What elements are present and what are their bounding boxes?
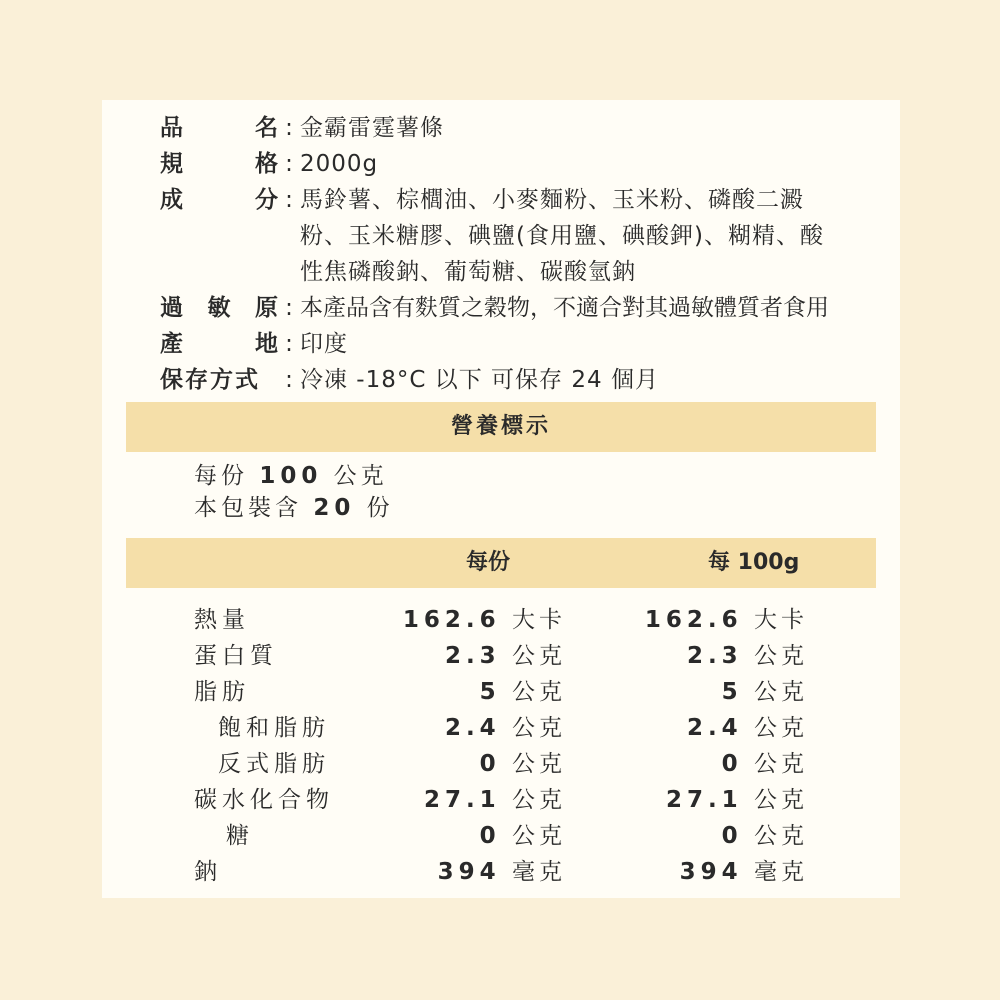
nutrient-unit: 公克 [512,715,566,741]
servings-per-package [194,492,394,525]
nutrition-row [102,602,900,638]
allergen-label: 過 敏 原 [160,295,278,321]
nutrient-unit: 公克 [512,823,566,849]
nutrient-unit: 公克 [512,787,566,813]
nutrient-amount: 5 [721,679,743,705]
nutrient-value-per-100g [722,674,808,710]
spec-label: 規 格 [160,151,278,177]
nutrition-row [102,674,900,710]
origin-row [160,326,860,362]
nutrient-amount: 5 [479,679,501,705]
nutrient-amount: 2.4 [444,715,501,741]
nutrient-name: 蛋白質 [194,643,278,669]
nutrition-row [102,746,900,782]
nutrient-amount: 0 [721,751,743,777]
nutrient-unit: 公克 [754,751,808,777]
nutrition-row [102,854,900,890]
ingredients-label: 成 分 [160,187,278,213]
nutrient-unit: 公克 [512,643,566,669]
nutrient-amount: 162.6 [644,607,743,633]
nutrient-unit: 毫克 [754,859,808,885]
nutrient-amount: 394 [679,859,743,885]
label-card [102,100,900,898]
serving-size-value: 100 [259,463,323,489]
col-per-serving: 每份 [466,550,511,575]
nutrient-unit: 公克 [512,751,566,777]
col-per-100g: 每 100g [708,550,800,575]
nutrition-row [102,782,900,818]
nutrient-unit: 大卡 [512,607,566,633]
nutrient-unit: 公克 [754,787,808,813]
servings-unit: 份 [366,495,394,521]
nutrient-value-per-serving [445,638,566,674]
nutrition-title: 營養標示 [450,414,551,439]
nutrition-header-band [126,538,876,588]
product-name-row [160,110,860,146]
nutrient-unit: 公克 [754,823,808,849]
origin-label: 產 地 [160,331,278,357]
nutrient-value-per-100g [645,602,808,638]
nutrient-amount: 0 [479,751,501,777]
colon: : [285,331,293,357]
nutrient-value-per-100g [687,710,808,746]
nutrition-row [102,818,900,854]
colon: : [285,367,293,393]
nutrient-value-per-100g [722,746,808,782]
nutrient-name: 熱量 [194,607,250,633]
nutrient-value-per-serving [480,746,566,782]
nutrient-name: 脂肪 [194,679,250,705]
nutrient-name: 糖 [226,823,254,849]
nutrient-unit: 公克 [754,643,808,669]
nutrient-value-per-serving [438,854,566,890]
nutrient-amount: 27.1 [423,787,501,813]
nutrient-value-per-100g [666,782,808,818]
nutrient-amount: 27.1 [665,787,743,813]
nutrition-row [102,710,900,746]
nutrient-value-per-serving [445,710,566,746]
spec-row [160,146,860,182]
nutrient-name: 碳水化合物 [194,787,334,813]
product-name-label: 品 名 [160,115,278,141]
nutrient-value-per-serving [480,818,566,854]
nutrient-unit: 公克 [512,679,566,705]
nutrient-unit: 公克 [754,715,808,741]
colon: : [285,295,293,321]
nutrient-amount: 162.6 [402,607,501,633]
nutrition-row [102,638,900,674]
storage-label: 保存方式 [160,367,260,393]
nutrient-amount: 2.3 [686,643,743,669]
nutrient-amount: 2.4 [686,715,743,741]
ingredients-value: 馬鈴薯、棕櫚油、小麥麵粉、玉米粉、磷酸二澱粉、玉米糖膠、碘鹽(食用鹽、碘酸鉀)、糊精、酸性焦磷酸鈉、葡萄糖、碳酸氫鈉 [300,187,824,285]
nutrient-amount: 394 [437,859,501,885]
nutrient-value-per-serving [480,674,566,710]
product-name-value: 金霸雷霆薯條 [300,115,444,141]
serving-size [194,460,388,493]
nutrient-value-per-serving [403,602,566,638]
nutrient-value-per-serving [424,782,566,818]
nutrient-name: 反式脂肪 [218,751,330,777]
servings-prefix: 本包裝含 [194,495,302,521]
origin-value: 印度 [300,331,348,357]
nutrient-value-per-100g [722,818,808,854]
colon: : [285,115,293,141]
nutrient-name: 飽和脂肪 [218,715,330,741]
nutrient-amount: 2.3 [444,643,501,669]
serving-size-unit: 公克 [333,463,388,489]
spec-value: 2000g [300,151,379,177]
allergen-row [160,290,880,326]
servings-value: 20 [313,495,356,521]
storage-value: 冷凍 -18°C 以下 可保存 24 個月 [300,367,659,393]
nutrient-value-per-100g [680,854,808,890]
nutrient-amount: 0 [479,823,501,849]
nutrient-unit: 公克 [754,679,808,705]
nutrition-title-band [126,402,876,452]
allergen-value: 本產品含有麩質之穀物，不適合對其過敏體質者食用 [300,295,829,321]
nutrient-value-per-100g [687,638,808,674]
storage-row [160,362,860,398]
serving-size-prefix: 每份 [194,463,248,489]
nutrient-name: 鈉 [194,859,222,885]
colon: : [285,187,293,213]
nutrient-unit: 毫克 [512,859,566,885]
colon: : [285,151,293,177]
nutrient-amount: 0 [721,823,743,849]
nutrient-unit: 大卡 [754,607,808,633]
ingredients-row [160,182,840,290]
